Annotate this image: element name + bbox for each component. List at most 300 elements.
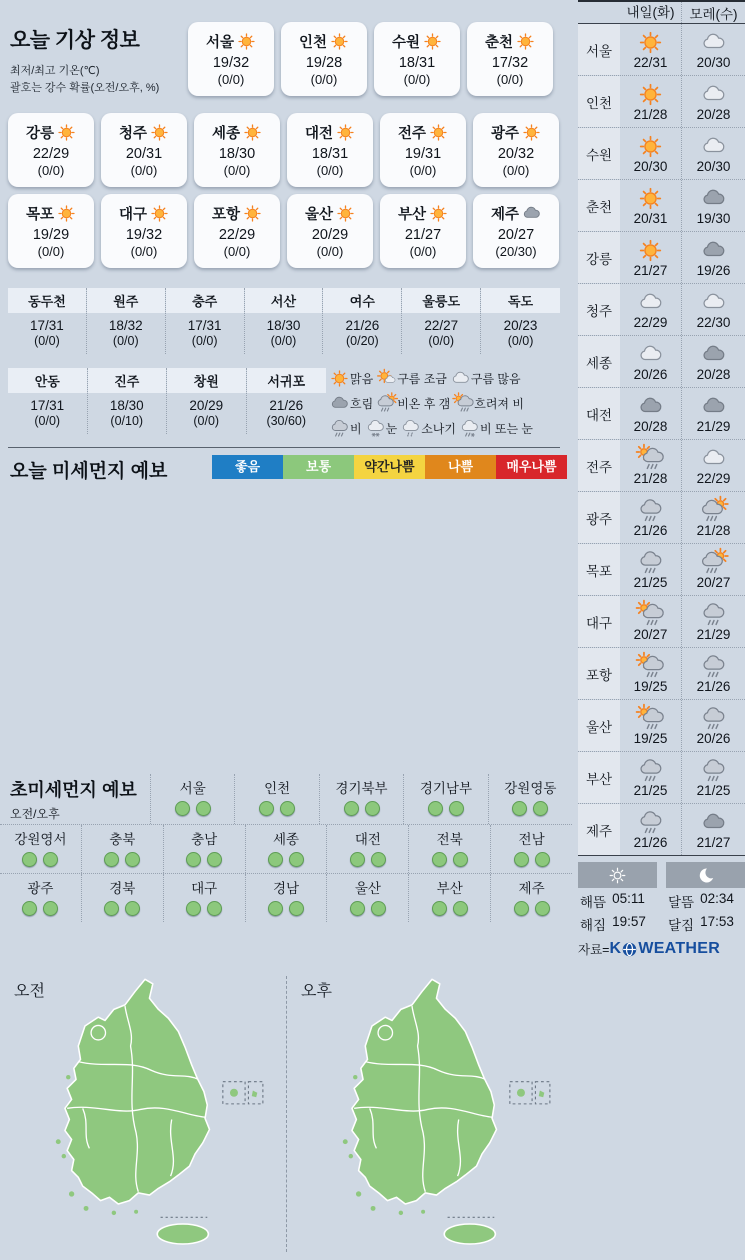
ultrafine-title-cell [0,774,150,824]
ultrafine-region-대전 [326,825,408,873]
precip-prob: (0/0) [496,72,524,87]
region-label: 광주 [27,881,54,896]
card-city-row [485,31,535,52]
temp-note: 최저/최고 기온(℃) [10,65,100,77]
temp-value: 20/31 [125,146,163,162]
pm-dust-dot [289,901,304,916]
forecast-row [578,336,745,388]
region-label: 대구 [191,881,218,896]
dust-dots [246,901,327,921]
temp-value: 22/30 [696,314,731,330]
card-city-row [392,31,442,52]
sun-moon-boxes [578,862,745,888]
temp-value: 21/28 [633,470,668,486]
forecast-row [578,24,745,76]
temp-value: 19/29 [32,227,70,243]
temp-value: 19/30 [696,210,731,226]
city-label: 광주 [490,126,519,142]
temp-value: 17/31 [30,398,65,413]
today-weather-header [10,24,186,96]
forecast-row [578,232,745,284]
time-pair [578,914,657,934]
precip-prob: (0/0) [409,163,437,178]
temp-value: 19/28 [305,55,343,71]
city-cards-row-1 [188,22,553,96]
weather-card [188,22,274,96]
globe-icon [621,942,638,957]
forecast-row [578,492,745,544]
city-label: 부산 [578,752,620,803]
precip-prob: (0/0) [316,244,344,259]
pm-dust-dot [371,852,386,867]
time-label: 달뜸 [668,895,695,910]
temp-value: 21/25 [633,782,668,798]
temp-value: 17/32 [491,55,529,71]
city-label: 충주 [166,288,244,313]
region-label: 제주 [518,881,545,896]
cloud-dark-icon [638,394,663,419]
table-col [166,288,245,354]
precip-prob: (0/0) [34,334,60,348]
dust-dots [491,901,572,921]
city-label: 세종 [578,336,620,387]
am-dust-dot [432,852,447,867]
sunny-icon [243,204,262,223]
precip-prob: (0/0) [130,244,158,259]
temp-value: 20/29 [311,227,349,243]
sunny-icon [330,369,349,388]
card-city-row [305,203,355,224]
time-value: 05:11 [612,891,645,906]
forecast-row [578,180,745,232]
forecast-header [578,0,745,24]
extra-cities-table-2 [8,368,326,434]
cloud-light-icon [701,134,726,159]
ultrafine-row-3 [0,873,572,922]
legend-item [401,419,456,438]
dust-level-보통: 보통 [283,455,354,479]
table-col [87,288,166,354]
cloud-light-icon [701,446,726,471]
rain-icon [701,602,726,627]
card-city-row [398,203,448,224]
forecast-cell [682,648,745,699]
temp-value: 21/26 [269,398,304,413]
dust-dots [235,801,318,821]
city-label: 울산 [304,207,333,223]
am-dust-dot [512,801,527,816]
pm-dust-dot [371,901,386,916]
table-col [88,368,168,434]
forecast-cell [620,700,682,751]
legend-item [460,419,533,438]
legend-label: 소나기 [421,422,456,436]
city-label: 전주 [397,126,426,142]
ultrafine-region-강원영서 [0,825,81,873]
precip-prob: (0/0) [223,244,251,259]
card-city-row [491,122,541,143]
am-dust-dot [22,901,37,916]
dust-map-morning [2,972,284,1260]
legend-label: 구름 조금 [397,372,447,386]
ultrafine-title: 초미세먼지 예보 [10,780,137,800]
page-title: 오늘 기상 정보 [10,29,140,52]
map-label-pm: 오후 [301,983,332,1000]
weather-card [101,113,187,187]
sunny-icon [522,123,541,142]
card-city-row [305,122,355,143]
precip-prob: (0/0) [112,334,139,348]
weather-card [8,113,94,187]
temp-value: 21/26 [696,678,731,694]
city-label: 대구 [578,596,620,647]
temp-value: 20/29 [189,398,224,413]
city-label: 강릉 [25,126,54,142]
forecast-row [578,596,745,648]
weather-card [380,194,466,268]
korea-map-morning [16,974,274,1256]
precip-prob: (0/10) [110,414,144,428]
temp-value: 18/31 [398,55,436,71]
region-label: 충북 [109,832,136,847]
precip-prob: (0/0) [130,163,158,178]
legend-row [330,416,570,441]
forecast-cell [682,700,745,751]
rain-snow-icon [460,419,479,438]
forecast-row [578,388,745,440]
dust-section-title: 오늘 미세먼지 예보 [10,461,168,482]
region-label: 부산 [436,881,463,896]
dust-dots [82,852,163,872]
temp-value: 19/26 [696,262,731,278]
ultrafine-region-경남 [245,874,327,922]
region-label: 전북 [436,832,463,847]
precip-prob: (0/0) [507,334,534,348]
city-label: 광주 [578,492,620,543]
map-divider [286,976,287,1252]
cloud-dark-icon [701,186,726,211]
am-dust-dot [186,901,201,916]
time-pair [666,891,745,911]
cloud-light-icon [451,369,470,388]
legend-item [330,419,362,438]
dust-dots [0,901,81,921]
city-label: 목포 [25,207,54,223]
temp-value: 21/25 [633,574,668,590]
ultrafine-region-충북 [81,825,163,873]
forecast-cell [682,544,745,595]
city-label: 인천 [298,35,327,51]
forecast-cell [620,492,682,543]
forecast-cell [682,76,745,127]
source-credit [578,940,745,958]
temp-value: 18/30 [266,318,301,333]
precip-prob: (0/0) [310,72,338,87]
city-label: 대전 [304,126,333,142]
ultrafine-region-부산 [408,874,490,922]
cloud-dark-icon [701,810,726,835]
card-city-row [206,31,256,52]
sun-rain-icon [638,654,663,679]
sunny-icon [336,123,355,142]
ultrafine-row-2 [0,824,572,873]
region-label: 강원영서 [14,832,67,847]
dust-dots [246,852,327,872]
temp-value: 19/32 [212,55,250,71]
rain-sun-icon [377,394,396,413]
sun-rain-icon [638,706,663,731]
pm-dust-dot [125,901,140,916]
kweather-logo-k: K [609,940,622,957]
am-dust-dot [104,901,119,916]
am-dust-dot [428,801,443,816]
dust-level-매우나쁨: 매우나쁨 [496,455,567,479]
forecast-cell [682,804,745,855]
forecast-cell [682,128,745,179]
rain-icon [701,654,726,679]
temp-value: 22/29 [218,227,256,243]
dust-dots [164,852,245,872]
precip-prob: (0/0) [316,163,344,178]
temp-value: 20/23 [503,318,538,333]
kweather-logo-text: WEATHER [638,940,721,957]
dust-dots [82,901,163,921]
region-label: 인천 [264,781,291,796]
rain-icon [701,758,726,783]
dust-dots [409,901,490,921]
table-col [402,288,481,354]
card-city-row [212,203,262,224]
legend-label: 비 [350,422,362,436]
dust-dots [489,801,572,821]
rain-sun-icon [701,498,726,523]
region-label: 세종 [272,832,300,847]
dust-dots [0,852,81,872]
pm-dust-dot [125,852,140,867]
region-label: 충남 [191,832,218,847]
precip-prob: (20/30) [495,244,537,259]
city-label: 서울 [205,35,234,51]
city-label: 동두천 [8,288,86,313]
sunny-icon [57,204,76,223]
temp-value: 22/29 [32,146,70,162]
ultrafine-subtitle: 오전/오후 [10,807,60,821]
cloud-dark-icon [330,394,349,413]
legend-label: 눈 [385,422,398,436]
extra-cities-table-1 [8,288,560,354]
legend-item [454,394,524,413]
legend-item [377,369,447,388]
forecast-cell [620,284,682,335]
forecast-row [578,76,745,128]
sun-moon-time-row [578,914,745,934]
sunny-icon [638,134,663,159]
city-label: 부산 [397,207,426,223]
forecast-cell [682,336,745,387]
map-label-am: 오전 [14,983,45,1000]
am-dust-dot [514,852,529,867]
moon-icon-box [666,862,745,888]
cloud-dark-icon [701,342,726,367]
forecast-row [578,752,745,804]
sun-moon-panel [578,862,745,934]
temp-value: 20/27 [696,574,731,590]
forecast-row [578,544,745,596]
rain-icon [701,706,726,731]
temp-value: 21/26 [633,522,668,538]
dust-level-나쁨: 나쁨 [425,455,496,479]
legend-item [366,419,398,438]
weather-card [473,194,559,268]
forecast-cell [620,232,682,283]
temp-value: 21/27 [696,834,731,850]
sun-moon-time-row [578,891,745,911]
card-city-row [119,203,169,224]
dust-dots [151,801,234,821]
city-cards-row-2 [8,113,559,187]
city-label: 울산 [578,700,620,751]
city-label: 강릉 [578,232,620,283]
pm-dust-dot [280,801,295,816]
ultrafine-row-1-cells [150,774,572,824]
temp-value: 21/25 [696,782,731,798]
precip-prob: (0/0) [428,334,455,348]
city-label: 제주 [490,207,519,223]
ultrafine-region-울산 [326,874,408,922]
pm-dust-dot [207,901,222,916]
pm-dust-dot [453,901,468,916]
cloud-light-icon [638,290,663,315]
card-city-row [491,203,541,224]
weather-card [287,194,373,268]
card-city-row [212,122,262,143]
forecast-cell [682,24,745,75]
forecast-row [578,804,745,856]
city-label: 제주 [578,804,620,855]
city-label: 세종 [211,126,240,142]
sunny-icon [423,32,442,51]
temp-value: 21/26 [633,834,668,850]
city-label: 대구 [118,207,147,223]
cloud-dark-icon [701,238,726,263]
temp-value: 20/32 [497,146,535,162]
rain-icon [638,758,663,783]
pm-dust-dot [453,852,468,867]
rain-icon [330,419,349,438]
am-dust-dot [350,901,365,916]
sunny-icon [330,32,349,51]
ultrafine-region-전북 [408,825,490,873]
forecast-cell [682,388,745,439]
pm-dust-dot [535,901,550,916]
city-label: 춘천 [484,35,513,51]
pm-dust-dot [365,801,380,816]
temp-value: 18/30 [218,146,256,162]
cloud-light-icon [701,82,726,107]
precip-prob: (0/0) [403,72,431,87]
weather-card [281,22,367,96]
am-dust-dot [350,852,365,867]
am-dust-dot [22,852,37,867]
forecast-cell [620,76,682,127]
city-label: 춘천 [578,180,620,231]
dust-map-afternoon [289,972,571,1260]
forecast-cell [620,336,682,387]
dust-dots [320,801,403,821]
am-dust-dot [514,901,529,916]
sunny-icon [516,32,535,51]
temp-value: 19/25 [633,678,668,694]
forecast-cell [682,232,745,283]
dust-dots [327,852,408,872]
legend-label: 비온 후 갬 [397,397,451,411]
temp-value: 19/25 [633,730,668,746]
temp-value: 20/28 [696,366,731,382]
forecast-cell [620,544,682,595]
city-label: 전주 [578,440,620,491]
temp-value: 20/30 [696,158,731,174]
cloud-dark-icon [522,204,541,223]
pm-dust-dot [533,801,548,816]
city-label: 포항 [211,207,240,223]
city-label: 서귀포 [247,368,327,393]
sunny-icon [638,82,663,107]
region-label: 울산 [354,881,381,896]
time-value: 19:57 [612,914,646,929]
sunny-icon [429,123,448,142]
cloud-dark-icon [701,394,726,419]
sunny-icon [638,186,663,211]
table-col [167,368,247,434]
forecast-cell [620,24,682,75]
city-label: 인천 [578,76,620,127]
temp-value: 19/31 [404,146,442,162]
time-value: 02:34 [700,891,734,906]
precip-prob: (0/0) [223,163,251,178]
forecast-header-tomorrow: 내일(화) [620,2,682,23]
precip-prob: (0/0) [34,414,61,428]
ultrafine-region-서울 [150,774,234,824]
temp-value: 20/27 [633,626,668,642]
forecast-cell [620,440,682,491]
city-label: 포항 [578,648,620,699]
temp-value: 21/29 [696,626,731,642]
dust-level-좋음: 좋음 [212,455,283,479]
city-label: 대전 [578,388,620,439]
weather-icon-legend [330,366,570,441]
legend-label: 비 또는 눈 [479,422,534,436]
city-label: 청주 [118,126,147,142]
am-dust-dot [344,801,359,816]
source-prefix: 자료= [578,943,610,957]
shower-icon [401,419,420,438]
sunny-icon [243,123,262,142]
sunny-icon [429,204,448,223]
card-city-row [398,122,448,143]
legend-row [330,391,570,416]
city-label: 안동 [8,368,87,393]
pm-dust-dot [289,852,304,867]
table-col [247,368,327,434]
ultrafine-region-전남 [490,825,572,873]
forecast-rows [578,24,745,856]
legend-item [377,394,450,413]
time-value: 17:53 [700,914,734,929]
precip-prob: (0/0) [37,244,65,259]
dust-dots [409,852,490,872]
forecast-cell [620,128,682,179]
forecast-cell [620,180,682,231]
